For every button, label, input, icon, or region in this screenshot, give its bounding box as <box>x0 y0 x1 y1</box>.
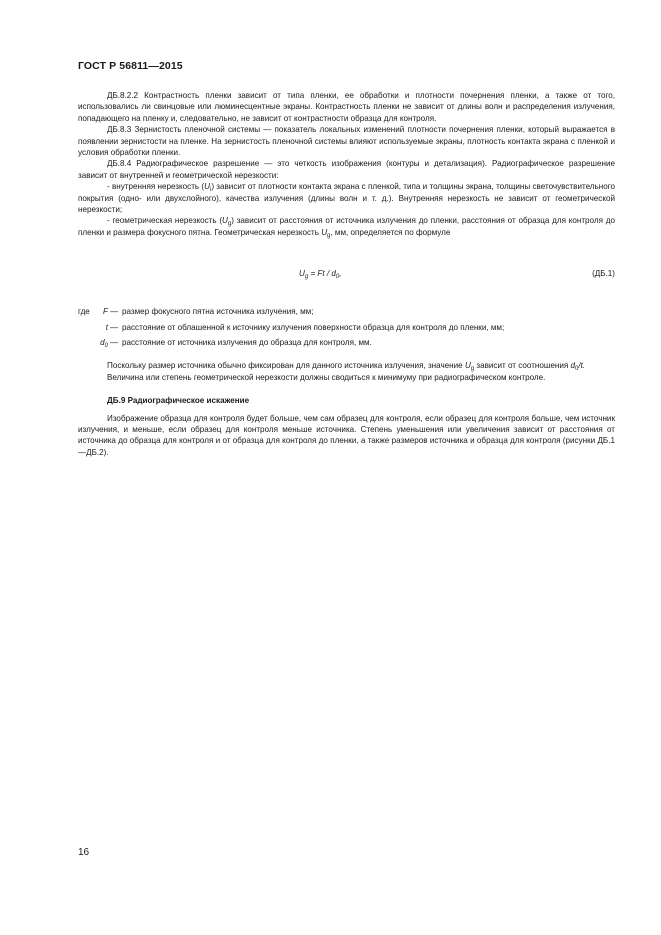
symbol-d: d <box>570 361 575 371</box>
text-run: - геометрическая нерезкость ( <box>107 216 223 226</box>
paragraph-source-size <box>78 360 615 371</box>
where-row-f <box>78 306 615 317</box>
symbol-d: d <box>100 338 105 348</box>
subscript-g: g <box>227 221 232 228</box>
formula-lhs-sub: g <box>304 274 309 281</box>
where-desc: расстояние от источника излучения до образца для контроля, мм. <box>122 338 372 348</box>
where-row-d0 <box>78 337 615 348</box>
symbol-u: U <box>464 361 471 371</box>
text-run: ) зависит от расстояния от источника излучения до пленки, расстояния от образца для контроля до пленки и размера фокусного пятна. Геометрическая нерезкость <box>78 216 615 237</box>
formula-number: (ДБ.1) <box>592 269 615 279</box>
where-desc: размер фокусного пятна источника излучения, мм; <box>122 307 314 317</box>
where-dash: — <box>110 338 119 348</box>
subscript-i: i <box>209 187 212 194</box>
where-symbol <box>100 337 108 348</box>
symbol-u: U <box>204 182 210 192</box>
subscript-0: 0 <box>104 343 108 350</box>
where-symbol <box>103 306 108 317</box>
text-run: , мм, определяется по формуле <box>330 227 451 237</box>
formula-expression <box>299 268 341 279</box>
text-run: /t. <box>578 361 586 371</box>
symbol-u: U <box>222 216 228 226</box>
document-code-header: ГОСТ Р 56811—2015 <box>78 60 183 72</box>
paragraph-db84: ДБ.8.4 Радиографическое разрешение — это четкость изображения (контуры и детализация). Радиографическое разрешение зависит от внутренней и геометрической нерезкости: <box>78 159 615 180</box>
text-run: - внутренняя нерезкость ( <box>107 182 205 192</box>
subscript-0: 0 <box>575 366 579 373</box>
where-dash: — <box>110 307 119 317</box>
formula-db1 <box>78 268 615 282</box>
paragraph-db822: ДБ.8.2.2 Контрастность пленки зависит от типа пленки, ее обработки и плотности почернения пленки, а также от того, использовались ли свинцовые или люминесцентные экраны. Контрастность пленки не зависит от длины волн и распределения излучения, попадающего на пленку и, следовательно, не зависит от контрастности образца для контроля. <box>78 91 615 123</box>
where-dash: — <box>110 322 119 332</box>
page-number: 16 <box>78 847 90 858</box>
paragraph-inner-unsharpness <box>78 181 615 215</box>
paragraph-db9: Изображение образца для контроля будет больше, чем сам образец для контроля, если образец для контроля больше, чем источник излучения, и меньше, если образец для контроля меньше источника. Степень уменьшения или увеличения зависит от расстояния от источника до образца для контроля и от образца для контроля до пленки, а также размеров источника и образца для контроля (рисунки ДБ.1—ДБ.2). <box>78 413 615 457</box>
subscript-g: g <box>470 366 475 373</box>
subscript-g: g <box>327 232 331 239</box>
formula-lhs: U <box>299 269 305 279</box>
symbol-t: t <box>105 322 108 332</box>
where-symbol <box>106 322 108 333</box>
formula-tail: , <box>339 269 342 279</box>
text-run: Поскольку размер источника обычно фиксирован для данного источника излучения, значение <box>107 361 465 371</box>
page-content <box>78 90 615 458</box>
paragraph-geometric-unsharpness <box>78 215 615 238</box>
paragraph-db83: ДБ.8.3 Зернистость пленочной системы — показатель локальных изменений плотности почернения пленки, который выражается в появлении зернистости на пленке. На зернистость пленочной системы влияют используемые экраны, плотность контакта экрана с пленкой и условия обработки пленки. <box>78 125 615 158</box>
section-title-db9: ДБ.9 Радиографическое искажение <box>107 396 250 406</box>
symbol-u: U <box>321 227 328 237</box>
symbol-f: F <box>103 307 108 317</box>
text-run: зависит от соотношения <box>474 361 571 371</box>
where-label: где <box>78 307 90 317</box>
where-list <box>78 306 615 348</box>
text-run: ) зависит от плотности контакта экрана с пленкой, типа и толщины экрана, толщины светочувствительного покрытия (одно- или двухслойного), качества излучения (длины волн и т. д.). Внутренняя нерезкость не зависит от геометрической нерезкости; <box>78 182 615 215</box>
formula-rhs-sub: 0 <box>335 274 340 281</box>
where-row-t <box>78 322 615 333</box>
paragraph-magnitude: Величина или степень геометрической нерезкости должны сводиться к минимуму при радиографическом контроле. <box>107 372 546 382</box>
where-desc: расстояние от облашенной к источнику излучения поверхности образца для контроля до пленки, мм; <box>122 322 505 332</box>
formula-mid: = Ft / d <box>308 269 336 279</box>
